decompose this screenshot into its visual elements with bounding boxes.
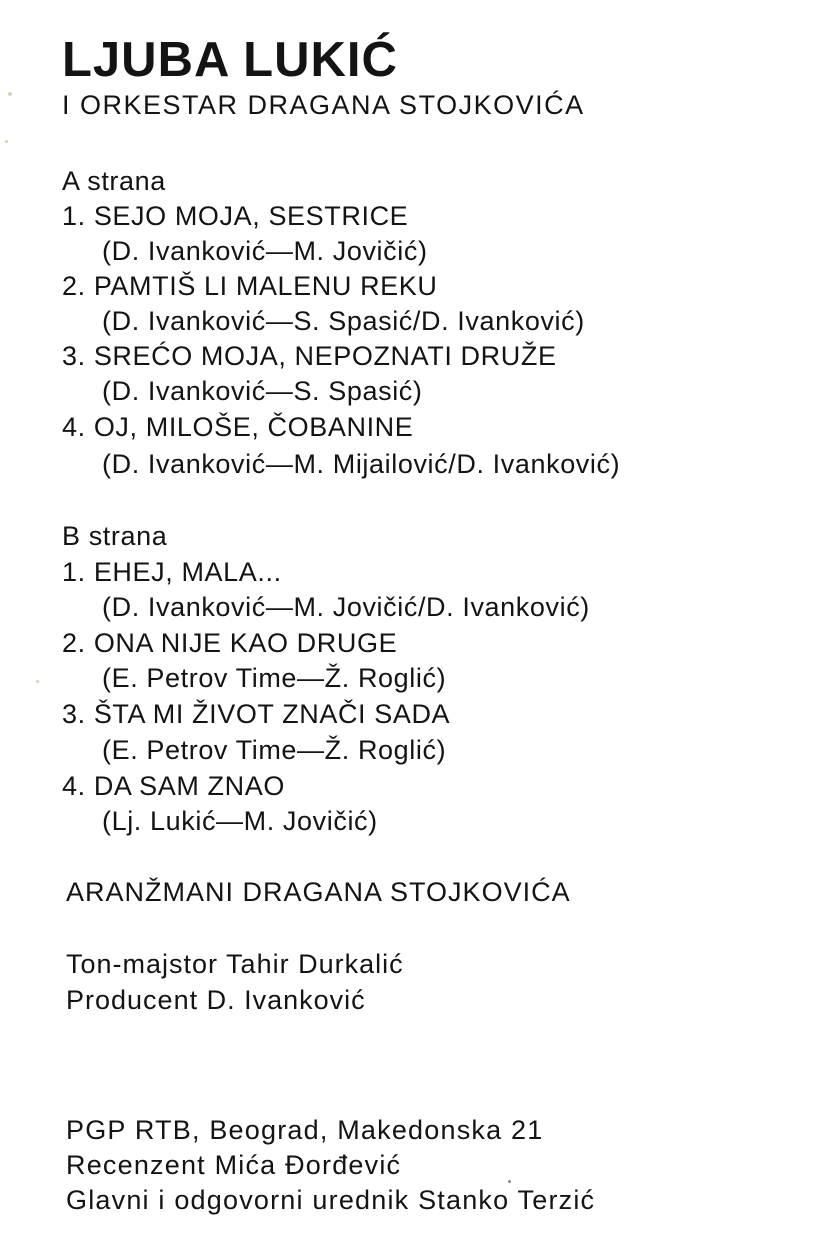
side-a-label: A strana <box>62 166 166 196</box>
side-b-label: B strana <box>62 521 168 551</box>
side-a-track-2-credits: (D. Ivanković—S. Spasić/D. Ivanković) <box>102 306 585 336</box>
arrangements-credit: ARANŽMANI DRAGANA STOJKOVIĆA <box>66 877 571 907</box>
side-b-track-2-title: 2. ONA NIJE KAO DRUGE <box>62 628 398 658</box>
side-b-track-1-credits: (D. Ivanković—M. Jovičić/D. Ivanković) <box>102 592 590 622</box>
side-b-track-1-title: 1. EHEJ, MALA... <box>62 557 282 587</box>
side-b-track-4-credits: (Lj. Lukić—M. Jovičić) <box>102 806 378 836</box>
side-b-track-3-title: 3. ŠTA MI ŽIVOT ZNAČI SADA <box>62 699 451 729</box>
paper-speck <box>36 680 39 683</box>
sound-engineer-credit: Ton-majstor Tahir Durkalić <box>66 949 404 979</box>
side-b-track-3-credits: (E. Petrov Time—Ž. Roglić) <box>102 735 447 765</box>
reviewer-credit: Recenzent Mića Đorđević <box>66 1150 402 1180</box>
side-a-track-1-credits: (D. Ivanković—M. Jovičić) <box>102 236 428 266</box>
side-b-track-4-title: 4. DA SAM ZNAO <box>62 771 285 801</box>
editor-credit: Glavni i odgovorni urednik Stanko Terzić <box>66 1185 596 1215</box>
artist-name: LJUBA LUKIĆ <box>62 33 398 87</box>
side-a-track-2-title: 2. PAMTIŠ LI MALENU REKU <box>62 271 438 301</box>
orchestra-name: I ORKESTAR DRAGANA STOJKOVIĆA <box>62 90 585 120</box>
side-a-track-1-title: 1. SEJO MOJA, SESTRICE <box>62 201 409 231</box>
side-b-track-2-credits: (E. Petrov Time—Ž. Roglić) <box>102 663 447 693</box>
paper-speck <box>5 140 8 143</box>
paper-speck <box>508 1180 511 1183</box>
producer-credit: Producent D. Ivanković <box>66 985 366 1015</box>
side-a-track-3-credits: (D. Ivanković—S. Spasić) <box>102 376 423 406</box>
side-a-track-4-credits: (D. Ivanković—M. Mijailović/D. Ivanković) <box>102 449 621 479</box>
paper-speck <box>8 92 12 96</box>
publisher-address: PGP RTB, Beograd, Makedonska 21 <box>66 1115 544 1145</box>
side-a-track-4-title: 4. OJ, MILOŠE, ČOBANINE <box>62 412 414 442</box>
side-a-track-3-title: 3. SREĆO MOJA, NEPOZNATI DRUŽE <box>62 341 557 371</box>
